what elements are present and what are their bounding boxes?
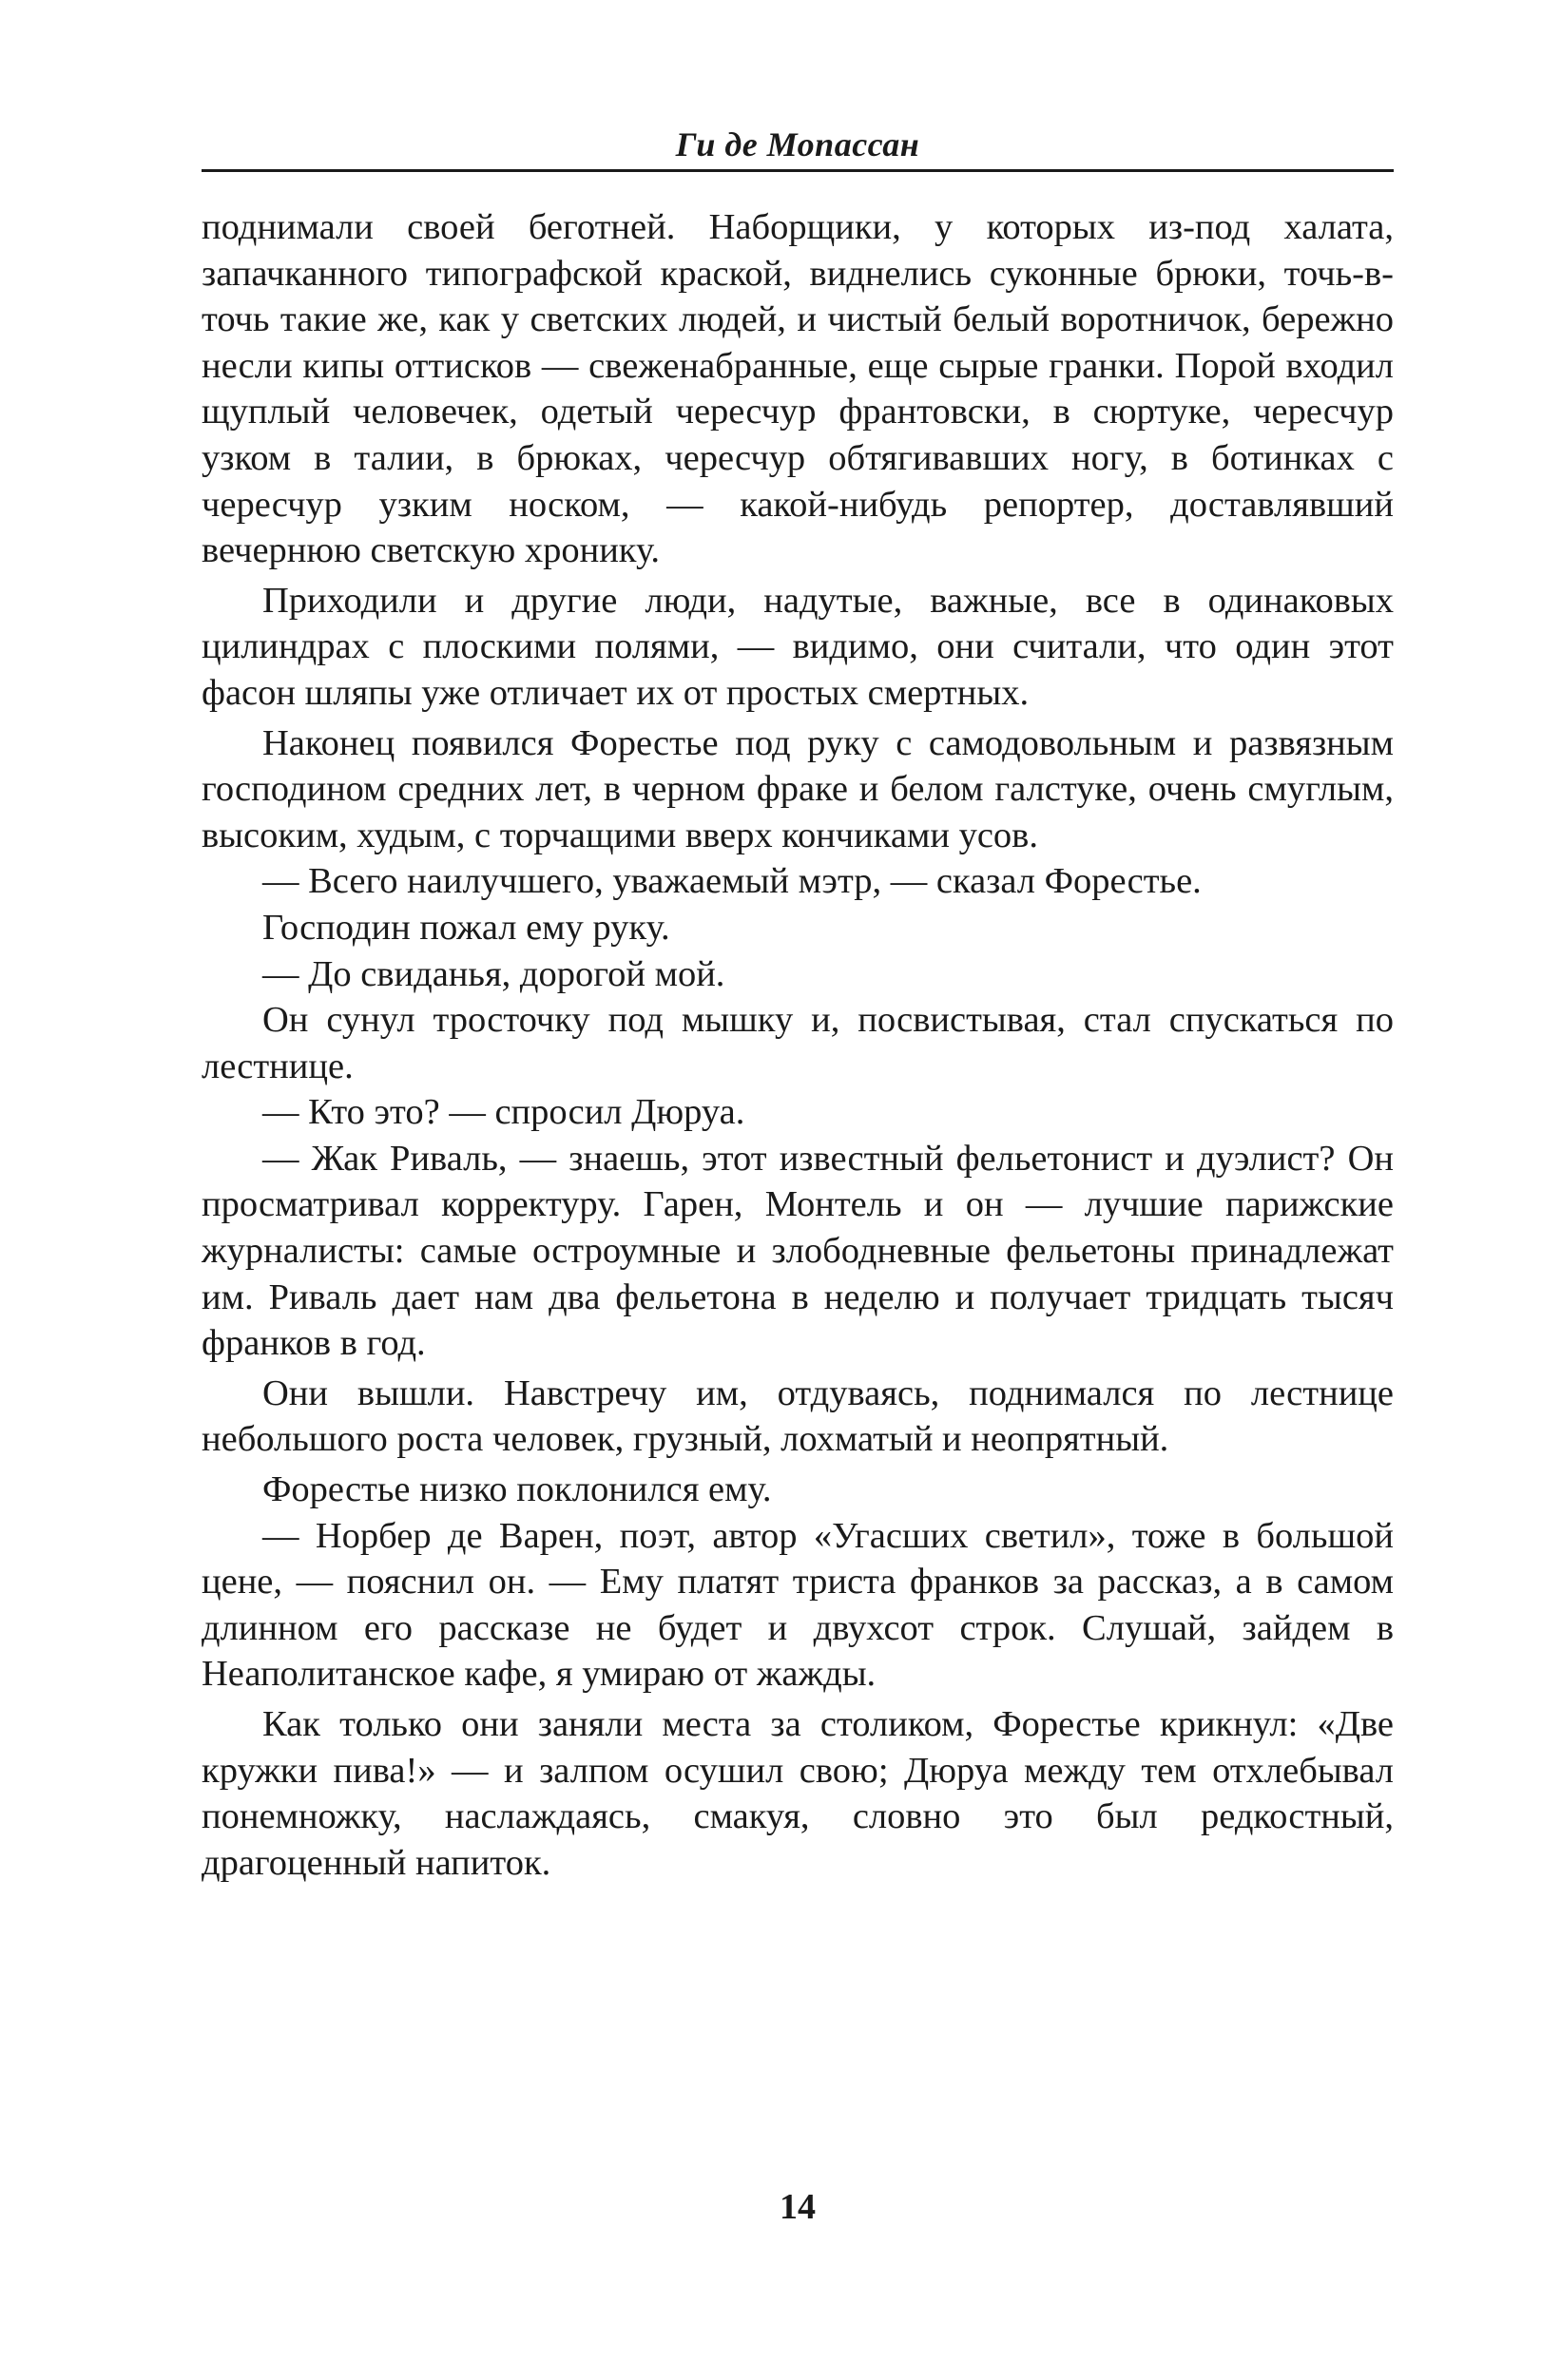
body-text — [202, 204, 1394, 1886]
dialogue-line: — Жак Риваль, — знаешь, этот известный фельетонист и дуэлист? Он просматривал корректуру. Гарен, Монтель и он — лучшие парижские журналисты: самые остроумные и злободневные фельетоны принадлежат им. Риваль дает нам два фельетона в неделю и получает тридцать тысяч франков в год. — [202, 1138, 1394, 1364]
dialogue-line: — Кто это? — спросил Дюруа. — [262, 1092, 745, 1133]
paragraph: Он сунул тросточку под мышку и, посвистывая, стал спускаться по лестнице. — [202, 1000, 1394, 1086]
paragraph: Форестье низко поклонился ему. — [262, 1469, 772, 1510]
dialogue-line: — До свиданья, дорогой мой. — [262, 953, 725, 994]
paragraph: Они вышли. Навстречу им, отдуваясь, поднимался по лестнице небольшого роста человек, грузный, лохматый и неопрятный. — [202, 1372, 1394, 1460]
dialogue-line: — Норбер де Варен, поэт, автор «Угасших светил», тоже в большой цене, — пояснил он. — Ему платят триста франков за рассказ, а в самом длинном его рассказе не будет и двухсот строк. Слушай, зайдем в Неаполитанское кафе, я умираю от жажды. — [202, 1515, 1394, 1695]
running-header: Ги де Мопассан — [675, 125, 920, 163]
paragraph: Господин пожал ему руку. — [262, 907, 670, 948]
book-page — [202, 124, 1394, 2227]
dialogue-line: — Всего наилучшего, уважаемый мэтр, — сказал Форестье. — [262, 861, 1202, 902]
paragraph: Как только они заняли места за столиком, Форестье крикнул: «Две кружки пива!» — и залпом осушил свою; Дюруа между тем отхлебывал понемножку, наслаждаясь, смакуя, словно это был редкостный, драгоценный напиток. — [202, 1704, 1394, 1883]
header-rule — [202, 169, 1394, 172]
paragraph: поднимали своей беготней. Наборщики, у которых из-под халата, запачканного типографской краской, виднелись суконные брюки, точь-в-точь такие же, как у светских людей, и чистый белый воротничок, бережно несли кипы оттисков — свеженабранные, еще сырые гранки. Порой входил щуплый человечек, одетый чересчур франтовски, в сюртуке, чересчур узком в талии, в брюках, чересчур обтягивавших ногу, в ботинках с чересчур узким носком, — какой-нибудь репортер, доставлявший вечернюю светскую хронику. — [202, 207, 1394, 571]
paragraph: Наконец появился Форестье под руку с самодовольным и развязным господином средних лет, в черном фраке и белом галстуке, очень смуглым, высоким, худым, с торчащими вверх кончиками усов. — [202, 722, 1394, 855]
paragraph: Приходили и другие люди, надутые, важные, все в одинаковых цилиндрах с плоскими полями, — видимо, они считали, что один этот фасон шляпы уже отличает их от простых смертных. — [202, 580, 1394, 713]
page-number: 14 — [780, 2187, 816, 2227]
